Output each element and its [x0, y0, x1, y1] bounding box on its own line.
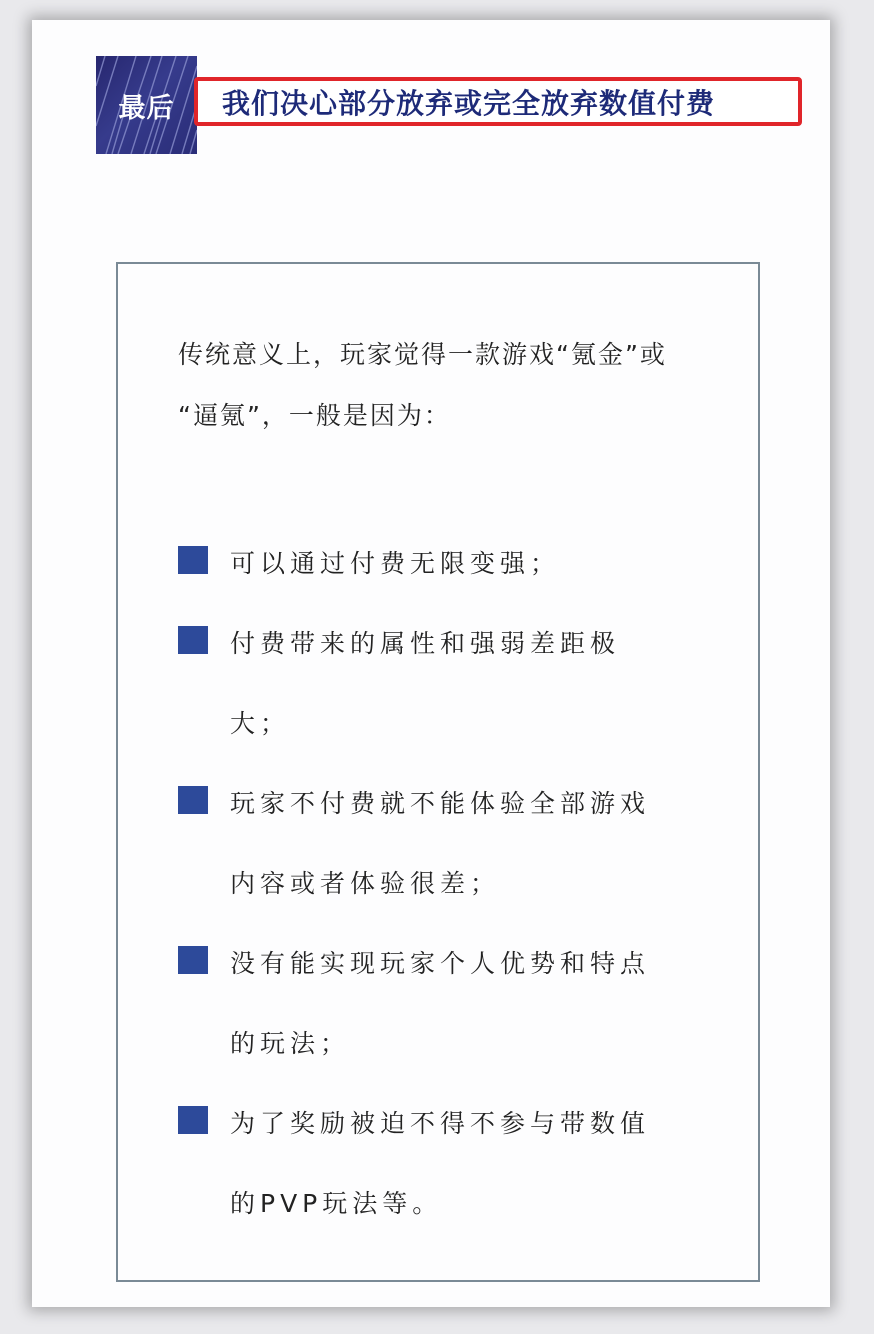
list-item [178, 1084, 738, 1244]
reason-list [178, 524, 738, 1244]
headline-title: 我们决心部分放弃或完全放弃数值付费 [194, 77, 802, 126]
intro-line-2: “逼氪”，一般是因为： [178, 401, 451, 430]
list-item [178, 764, 738, 924]
list-item-text: 付费带来的属性和强弱差距极大； [230, 629, 621, 738]
list-item [178, 524, 738, 604]
list-item [178, 604, 738, 764]
intro-line-1: 传统意义上，玩家觉得一款游戏“氪金”或 [178, 340, 667, 369]
section-label: 最后 [118, 92, 175, 124]
square-bullet-icon [178, 1106, 208, 1134]
section-label-badge [96, 56, 197, 154]
square-bullet-icon [178, 786, 208, 814]
intro-paragraph [178, 324, 738, 446]
square-bullet-icon [178, 546, 208, 574]
list-item-text: 可以通过付费无限变强； [230, 549, 561, 578]
list-item [178, 924, 738, 1084]
list-item-text: 为了奖励被迫不得不参与带数值的PVP玩法等。 [230, 1109, 651, 1218]
square-bullet-icon [178, 626, 208, 654]
content-frame [116, 262, 760, 1282]
list-item-text: 玩家不付费就不能体验全部游戏内容或者体验很差； [230, 789, 651, 898]
article-card [32, 20, 830, 1307]
square-bullet-icon [178, 946, 208, 974]
list-item-text: 没有能实现玩家个人优势和特点的玩法； [230, 949, 651, 1058]
